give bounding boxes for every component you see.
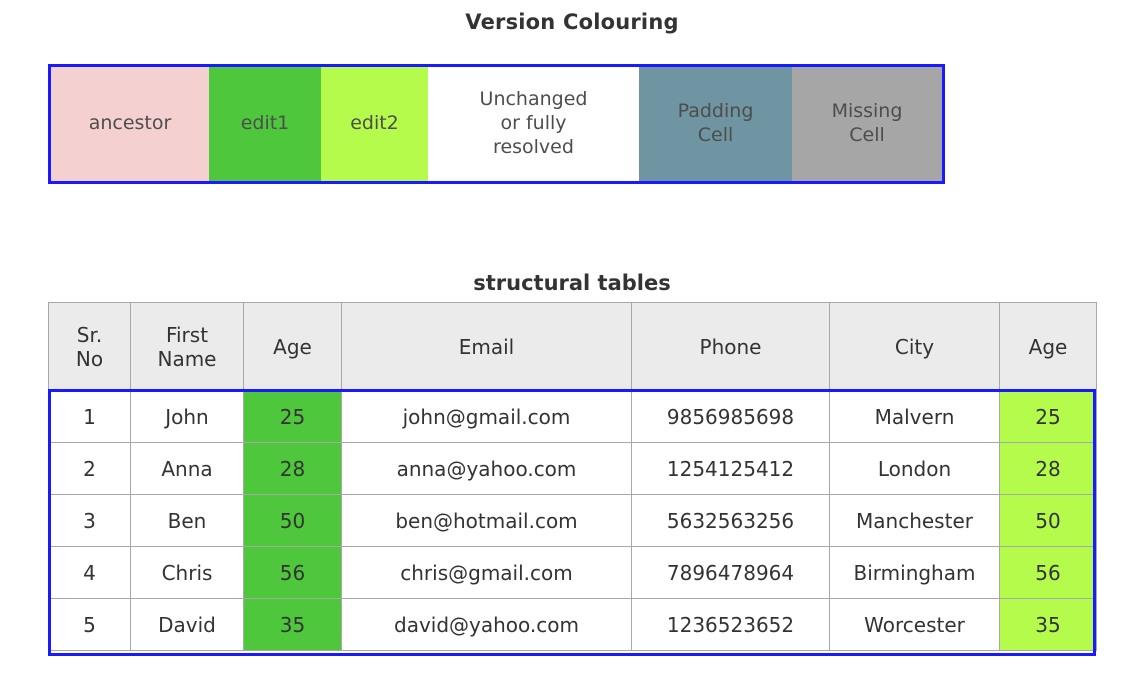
legend-cell-unchanged-line2: or fully bbox=[500, 112, 567, 135]
cell-age-edit2: 28 bbox=[1000, 443, 1097, 495]
cell-city: Worcester bbox=[830, 599, 1000, 651]
column-header-first-name-line2: Name bbox=[157, 346, 217, 371]
legend-cell-missing-line2: Cell bbox=[849, 124, 885, 146]
legend-title: Version Colouring bbox=[465, 10, 679, 34]
column-header-age-edit1: Age bbox=[244, 303, 342, 391]
legend-cell-padding-line2: Cell bbox=[697, 124, 734, 146]
column-header-sr-no-line2: No bbox=[75, 346, 104, 371]
table-row bbox=[49, 495, 1097, 547]
legend-cell-missing-line1: Missing bbox=[831, 100, 903, 123]
table-row bbox=[49, 599, 1097, 651]
column-header-first-name bbox=[131, 303, 244, 391]
cell-city: London bbox=[830, 443, 1000, 495]
structural-table-container bbox=[48, 302, 1096, 651]
cell-phone: 9856985698 bbox=[632, 391, 830, 443]
cell-email: anna@yahoo.com bbox=[342, 443, 632, 495]
column-header-age-edit2: Age bbox=[1000, 303, 1097, 391]
cell-email: chris@gmail.com bbox=[342, 547, 632, 599]
cell-age-edit1: 25 bbox=[244, 391, 342, 443]
legend-cell-unchanged bbox=[428, 67, 639, 181]
legend-cell-padding bbox=[639, 67, 792, 181]
column-header-sr-no-line1: Sr. bbox=[76, 322, 103, 347]
cell-email: john@gmail.com bbox=[342, 391, 632, 443]
cell-sr-no: 1 bbox=[49, 391, 131, 443]
legend-cell-ancestor-label: ancestor bbox=[88, 112, 172, 135]
legend-cell-edit2-label: edit2 bbox=[350, 112, 399, 135]
cell-phone: 1236523652 bbox=[632, 599, 830, 651]
column-header-phone: Phone bbox=[632, 303, 830, 391]
cell-age-edit1: 50 bbox=[244, 495, 342, 547]
cell-phone: 1254125412 bbox=[632, 443, 830, 495]
cell-phone: 7896478964 bbox=[632, 547, 830, 599]
cell-email: david@yahoo.com bbox=[342, 599, 632, 651]
cell-age-edit2: 56 bbox=[1000, 547, 1097, 599]
cell-phone: 5632563256 bbox=[632, 495, 830, 547]
column-header-sr-no bbox=[49, 303, 131, 391]
table-header-row bbox=[49, 303, 1097, 391]
table-row bbox=[49, 391, 1097, 443]
cell-first-name: Anna bbox=[131, 443, 244, 495]
cell-first-name: David bbox=[131, 599, 244, 651]
cell-first-name: Ben bbox=[131, 495, 244, 547]
cell-age-edit2: 35 bbox=[1000, 599, 1097, 651]
cell-city: Malvern bbox=[830, 391, 1000, 443]
table-row bbox=[49, 547, 1097, 599]
cell-city: Manchester bbox=[830, 495, 1000, 547]
legend-cell-edit2 bbox=[321, 67, 428, 181]
cell-age-edit1: 28 bbox=[244, 443, 342, 495]
cell-age-edit1: 35 bbox=[244, 599, 342, 651]
cell-first-name: Chris bbox=[131, 547, 244, 599]
legend-cell-missing bbox=[792, 67, 942, 181]
column-header-first-name-line1: First bbox=[165, 322, 209, 347]
legend-cell-ancestor bbox=[51, 67, 209, 181]
table-body bbox=[49, 391, 1097, 651]
column-header-email: Email bbox=[342, 303, 632, 391]
cell-sr-no: 3 bbox=[49, 495, 131, 547]
cell-sr-no: 5 bbox=[49, 599, 131, 651]
cell-city: Birmingham bbox=[830, 547, 1000, 599]
column-header-city: City bbox=[830, 303, 1000, 391]
cell-first-name: John bbox=[131, 391, 244, 443]
legend-cell-unchanged-line3: resolved bbox=[493, 135, 574, 158]
table-header bbox=[49, 303, 1097, 391]
structural-table bbox=[48, 302, 1097, 651]
table-row bbox=[49, 443, 1097, 495]
cell-email: ben@hotmail.com bbox=[342, 495, 632, 547]
cell-sr-no: 2 bbox=[49, 443, 131, 495]
structural-tables-title: structural tables bbox=[473, 271, 671, 296]
legend-cell-unchanged-line1: Unchanged bbox=[479, 88, 588, 111]
cell-age-edit2: 50 bbox=[1000, 495, 1097, 547]
legend-cell-edit1 bbox=[209, 67, 321, 181]
version-colouring-legend bbox=[48, 64, 945, 184]
cell-age-edit2: 25 bbox=[1000, 391, 1097, 443]
legend-cell-edit1-label: edit1 bbox=[240, 112, 290, 135]
cell-age-edit1: 56 bbox=[244, 547, 342, 599]
legend-cell-padding-line1: Padding bbox=[677, 100, 754, 123]
cell-sr-no: 4 bbox=[49, 547, 131, 599]
